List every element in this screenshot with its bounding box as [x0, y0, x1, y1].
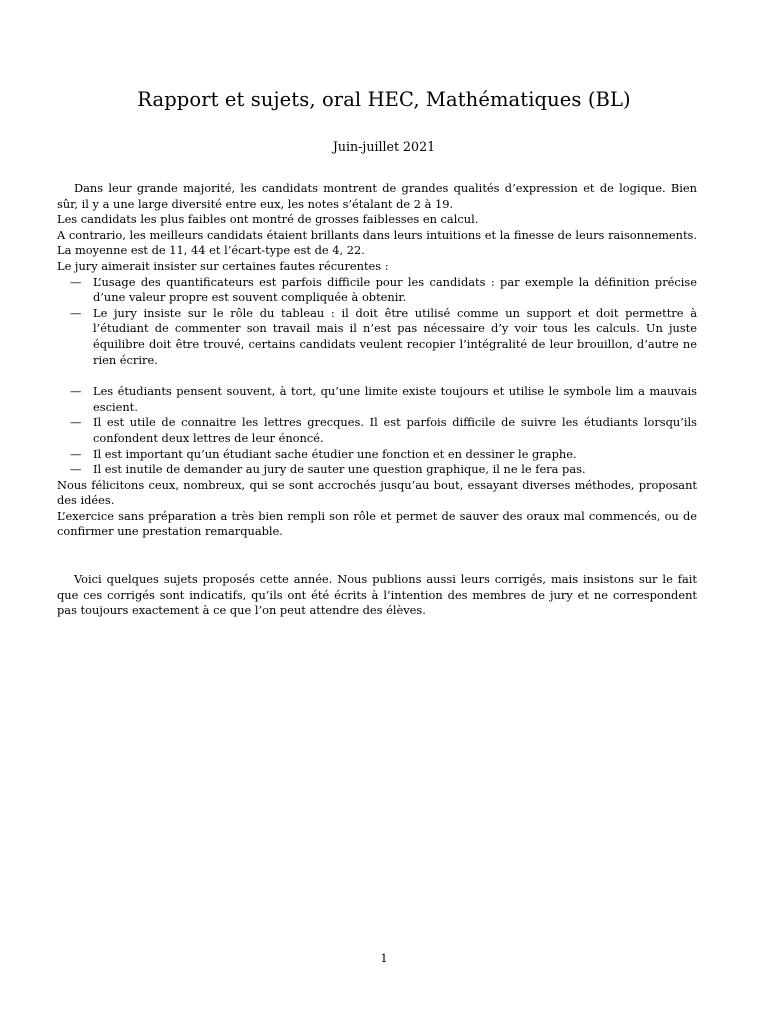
intro-paragraph: Dans leur grande majorité, les candidats montrent de grandes qualités d’expression et de logique. Bien sûr, il y a une large diversité entre eux, les notes s’étalant de 2 à 19.: [57, 181, 697, 211]
exercise-paragraph: L’exercice sans préparation a très bien rempli son rôle et permet de sauver des oraux mal commencés, ou de confirmer une prestation remarquable.: [57, 508, 697, 539]
fault-item: [70, 462, 697, 478]
page-number: 1: [380, 951, 388, 965]
weak-candidates-paragraph: Les candidats les plus faibles ont montré de grosses faiblesses en calcul.: [57, 212, 479, 227]
fault-item: [70, 274, 697, 306]
faults-list: [57, 275, 697, 478]
subjects-paragraph: Voici quelques sujets proposés cette année. Nous publions aussi leurs corrigés, mais insistons sur le fait que ces corrigés sont indicatifs, qu’ils ont été écrits à l’intention des membres de jury et ne correspondent pas toujours exactement à ce que l’on peut attendre des élèves.: [57, 572, 697, 618]
fault-item: [70, 305, 697, 368]
dash-bullet: —: [70, 384, 82, 399]
dash-bullet: —: [70, 446, 82, 461]
best-candidates-paragraph: A contrario, les meilleurs candidats étaient brillants dans leurs intuitions et la finesse de leurs raisonnements. La moyenne est de 11, 44 et l’écart-type est de 4, 22.: [57, 227, 697, 258]
fault-item: [70, 415, 697, 446]
fault-text: Il est inutile de demander au jury de sauter une question graphique, il ne le fera pas.: [93, 462, 586, 477]
dash-bullet: —: [70, 305, 82, 320]
fault-item: [70, 384, 697, 415]
faults-intro: Le jury aimerait insister sur certaines fautes récurentes :: [57, 258, 389, 273]
fault-text: L’usage des quantificateurs est parfois difficile pour les candidats : par exemple la définition précise d’une valeur propre est souvent compliquée à obtenir.: [93, 274, 697, 305]
document-title: Rapport et sujets, oral HEC, Mathématiques (BL): [137, 88, 631, 111]
fault-text: Le jury insiste sur le rôle du tableau : il doit être utilisé comme un support et doit permettre à l’étudiant de commenter son travail mais il n’est pas nécessaire d’y voir tous les calculs. Un juste équilibre doit être trouvé, certains candidats veulent recopier l’intégralité de leur brouillon, d’autre ne rien écrire.: [93, 305, 697, 367]
document-date: Juin-juillet 2021: [332, 139, 436, 154]
fault-text: Il est utile de connaitre les lettres grecques. Il est parfois difficile de suivre les étudiants lorsqu’ils confondent deux lettres de leur énoncé.: [93, 415, 697, 445]
report-body: [57, 181, 697, 619]
fault-text: Les étudiants pensent souvent, à tort, qu’une limite existe toujours et utilise le symbole lim a mauvais escient.: [93, 384, 697, 414]
dash-bullet: —: [70, 462, 82, 477]
congrats-paragraph: Nous félicitons ceux, nombreux, qui se sont accrochés jusqu’au bout, essayant diverses méthodes, proposant des idées.: [57, 477, 697, 508]
dash-bullet: —: [70, 415, 82, 430]
dash-bullet: —: [70, 274, 82, 289]
fault-text: Il est important qu’un étudiant sache étudier une fonction et en dessiner le graphe.: [93, 446, 577, 461]
fault-item: [70, 446, 697, 463]
